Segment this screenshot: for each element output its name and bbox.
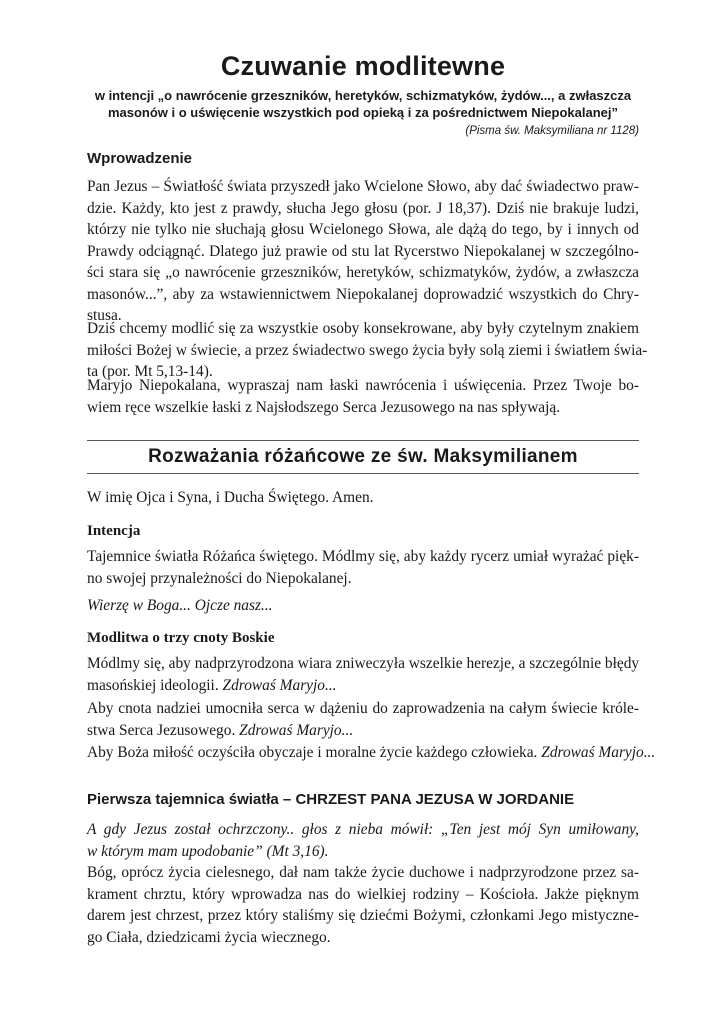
- text-line: dzie. Każdy, kto jest z prawdy, słucha Jego głosu (por. J 18,37). Dziś nie brakuje ludzi,: [87, 199, 639, 217]
- text-line: [87, 675, 639, 697]
- text-line: Maryjo Niepokalana, wypraszaj nam łaski nawrócenia i uświęcenia. Przez Twoje bo-: [87, 377, 639, 394]
- text-line: [87, 720, 639, 742]
- text-line: Bóg, oprócz życia cielesnego, dał nam także życie duchowe i nadprzyrodzone przez sa-: [87, 864, 639, 881]
- text-line: Pan Jezus – Światłość świata przyszedł jako Wcielone Słowo, aby dać świadectwo praw-: [87, 178, 639, 195]
- prayer-text: Zdrowaś Maryjo...: [239, 721, 354, 739]
- text-line: miłości Bożej w świecie, a przez świadectwo swego życia były solą ziemi i światłem świa-: [87, 341, 648, 359]
- text-line: Prawdy odciągnąć. Dlatego już prawie od stu lat Rycerstwo Niepokalanej w szczególno-: [87, 242, 639, 260]
- page-title: Czuwanie modlitewne: [220, 51, 506, 81]
- intention-heading: Intencja: [87, 523, 141, 539]
- page-subtitle: [87, 87, 639, 121]
- mystery-paragraph: [87, 862, 639, 948]
- text-line: stusa.: [87, 307, 122, 324]
- intention-paragraph: [87, 546, 639, 589]
- text-line: którzy nie tylko nie słuchają głosu Wcielonego Słowa, ale dążą do tego, by i innych od: [87, 221, 639, 238]
- text-line: Aby cnota nadziei umocniła serca w dążeniu do zaprowadzenia na całym świecie króle-: [87, 700, 639, 717]
- intro-paragraph-1: [87, 176, 639, 327]
- text-segment: masońskiej ideologii.: [87, 676, 223, 694]
- section-title: Rozważania różańcowe ze św. Maksymilianem: [148, 446, 578, 467]
- subtitle-line: w intencji „o nawrócenie grzeszników, heretyków, schizmatyków, żydów..., a zwłaszcza: [94, 88, 632, 103]
- text-line: w którym mam upodobanie” (Mt 3,16).: [87, 842, 329, 860]
- text-line: ta (por. Mt 5,13-14).: [87, 363, 213, 380]
- text-line: darem jest chrzest, przez który staliśmy się dziećmi Bożymi, członkami Jego mistyczne-: [87, 907, 639, 924]
- hope-paragraph: [87, 698, 639, 741]
- prayer-text: Zdrowaś Maryjo...: [541, 744, 656, 761]
- text-line: Módlmy się, aby nadprzyrodzona wiara zniweczyła wszelkie herezje, a szczególnie błędy: [87, 655, 640, 672]
- text-line: Dziś chcemy modlić się za wszystkie osoby konsekrowane, aby były czytelnym znakiem: [87, 320, 639, 337]
- text-line: wiem ręce wszelkie łaski z Najsłodszego Serca Jezusowego na nas spływają.: [87, 398, 561, 416]
- intro-paragraph-2: [87, 318, 648, 383]
- text-line: ści stara się „o nawrócenie grzeszników, heretyków, schizmatyków, żydów, a zwłaszcza: [87, 264, 639, 281]
- mystery-quote: [87, 819, 639, 862]
- text-line: Tajemnice światła Różańca świętego. Módlmy się, aby każdy rycerz umiał wyrażać pięk-: [87, 548, 639, 565]
- source-citation: (Pisma św. Maksymiliana nr 1128): [465, 125, 639, 137]
- virtues-heading: Modlitwa o trzy cnoty Boskie: [87, 630, 275, 646]
- text-line: krament chrztu, który wprowadza nas do wielkiej rodziny – Kościoła. Jakże pięknym: [87, 885, 639, 903]
- subtitle-line: masonów i o uświęcenie wszystkich pod opieką i za pośrednictwem Niepokalanej”: [107, 105, 619, 120]
- text-segment: Aby Boża miłość oczyściła obyczaje i moralne życie każdego człowieka.: [87, 744, 542, 761]
- text-line: go Ciała, dziedzicami życia wiecznego.: [87, 928, 331, 946]
- section-divider-top: [87, 440, 639, 441]
- text-segment: stwa Serca Jezusowego.: [87, 721, 240, 739]
- intro-heading: Wprowadzenie: [87, 150, 193, 167]
- text-line: A gdy Jezus został ochrzczony.. głos z nieba mówił: „Ten jest mój Syn umiłowany,: [87, 821, 639, 838]
- mystery-heading: Pierwsza tajemnica światła – CHRZEST PANA JEZUSA W JORDANIE: [87, 791, 575, 808]
- sign-of-cross: W imię Ojca i Syna, i Ducha Świętego. Amen.: [87, 489, 374, 506]
- text-line: masonów...”, aby za wstawiennictwem Niepokalanej doprowadzić wszystkich do Chry-: [87, 285, 639, 303]
- love-paragraph: [87, 742, 655, 764]
- prayer-text: Zdrowaś Maryjo...: [222, 676, 337, 694]
- intro-paragraph-3: [87, 375, 639, 418]
- faith-paragraph: [87, 653, 639, 696]
- prayer-text: Wierzę w Boga... Ojcze nasz...: [87, 597, 273, 614]
- text-line: no swojej przynależności do Niepokalanej.: [87, 569, 352, 587]
- section-divider-bottom: [87, 473, 639, 474]
